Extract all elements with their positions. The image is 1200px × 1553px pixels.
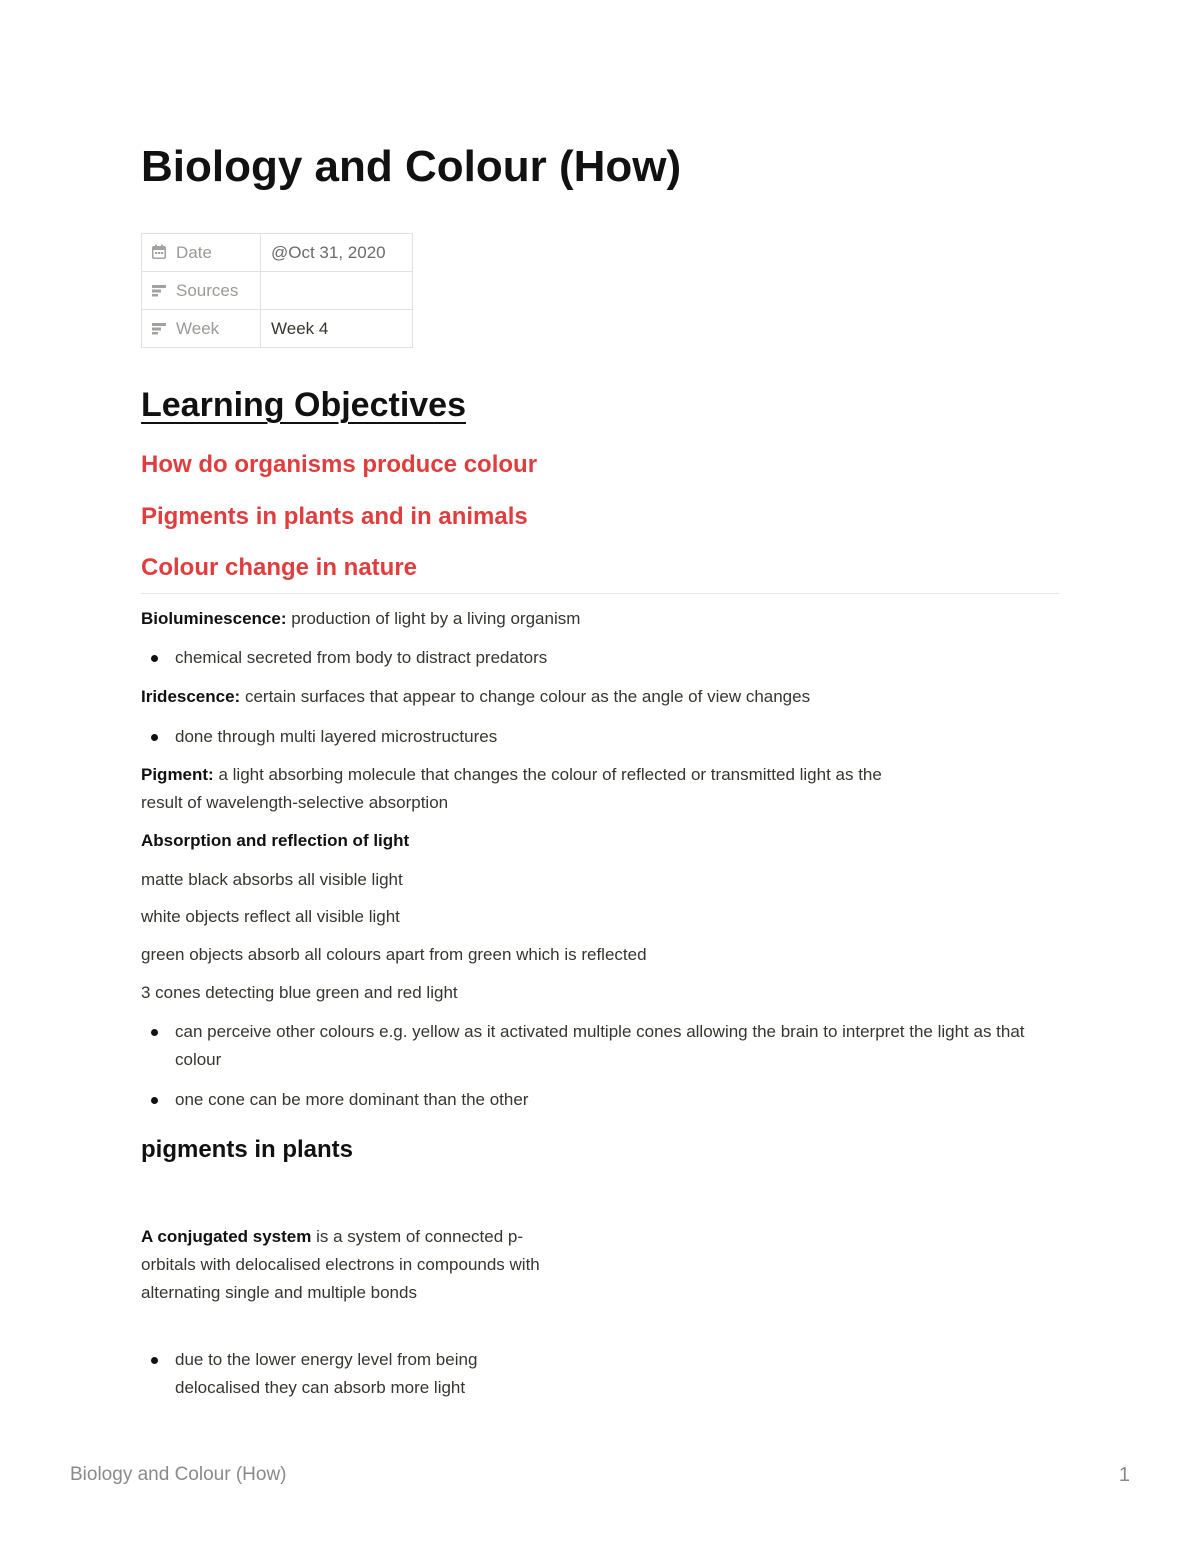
property-label: Week bbox=[176, 318, 220, 338]
term-bold: Iridescence: bbox=[141, 687, 241, 706]
text-property-icon bbox=[150, 319, 168, 337]
property-key bbox=[142, 310, 261, 348]
paragraph-pigment-continued: result of wavelength-selective absorption bbox=[141, 793, 449, 812]
absorption-heading bbox=[141, 827, 409, 855]
page-number: 1 bbox=[1118, 1464, 1130, 1486]
property-row-week bbox=[142, 310, 413, 348]
definition-text: production of light by a living organism bbox=[286, 609, 581, 628]
property-key bbox=[142, 272, 261, 310]
property-label: Date bbox=[176, 242, 212, 262]
list-item bbox=[141, 1018, 1059, 1074]
divider bbox=[141, 593, 1059, 594]
bullet-dot bbox=[151, 1357, 158, 1364]
list-item-text: chemical secreted from body to distract predators bbox=[175, 648, 548, 667]
property-row-date bbox=[142, 234, 413, 272]
list-item-text: done through multi layered microstructures bbox=[175, 727, 498, 746]
footer-title: Biology and Colour (How) bbox=[70, 1464, 287, 1485]
page-title: Biology and Colour (How) bbox=[141, 142, 682, 191]
list-item-text: due to the lower energy level from being delocalised they can absorb more light bbox=[175, 1350, 478, 1397]
calendar-icon bbox=[150, 243, 168, 261]
bullet-dot bbox=[151, 655, 158, 662]
paragraph-text: green objects absorb all colours apart from green which is reflected bbox=[141, 945, 647, 964]
properties-table bbox=[141, 233, 413, 348]
text-property-icon bbox=[150, 281, 168, 299]
definition-text: a light absorbing molecule that changes the colour of reflected or transmitted light as the bbox=[213, 765, 882, 784]
paragraph-bioluminescence bbox=[141, 605, 580, 633]
list-item bbox=[141, 1086, 528, 1114]
definition-text: is a system of connected p-orbitals with delocalised electrons in compounds with alternating single and multiple bonds bbox=[141, 1227, 540, 1302]
pigments-in-plants-heading: pigments in plants bbox=[141, 1136, 354, 1163]
list-item-text: one cone can be more dominant than the other bbox=[175, 1090, 529, 1109]
learning-objectives-heading: Learning Objectives bbox=[141, 386, 466, 424]
bullet-dot bbox=[151, 1097, 158, 1104]
property-key bbox=[142, 234, 261, 272]
list-item bbox=[141, 1346, 541, 1402]
term-bold: Bioluminescence: bbox=[141, 609, 287, 628]
paragraph-pigment bbox=[141, 761, 882, 789]
paragraph-text: 3 cones detecting blue green and red light bbox=[141, 983, 458, 1002]
list-item bbox=[141, 644, 547, 672]
paragraph-text: white objects reflect all visible light bbox=[141, 907, 400, 926]
list-item bbox=[141, 723, 497, 751]
objective-heading: Colour change in nature bbox=[141, 554, 418, 581]
bullet-dot bbox=[151, 1029, 158, 1036]
bullet-dot bbox=[151, 734, 158, 741]
property-value-sources[interactable] bbox=[261, 272, 413, 310]
property-value-date[interactable]: @Oct 31, 2020 bbox=[261, 234, 413, 272]
paragraph-conjugated-system bbox=[141, 1223, 573, 1307]
definition-text: certain surfaces that appear to change colour as the angle of view changes bbox=[240, 687, 811, 706]
paragraph-text: matte black absorbs all visible light bbox=[141, 870, 403, 889]
term-bold: Pigment: bbox=[141, 765, 214, 784]
paragraph-iridescence bbox=[141, 683, 810, 711]
objective-heading: Pigments in plants and in animals bbox=[141, 503, 528, 530]
list-item-text: can perceive other colours e.g. yellow as it activated multiple cones allowing the brain to interpret the light as that colour bbox=[175, 1022, 1025, 1069]
term-bold: A conjugated system bbox=[141, 1227, 312, 1246]
property-label: Sources bbox=[176, 280, 239, 300]
property-row-sources bbox=[142, 272, 413, 310]
property-value-week[interactable]: Week 4 bbox=[261, 310, 413, 348]
term-bold: Absorption and reflection of light bbox=[141, 831, 410, 850]
objective-heading: How do organisms produce colour bbox=[141, 451, 538, 478]
